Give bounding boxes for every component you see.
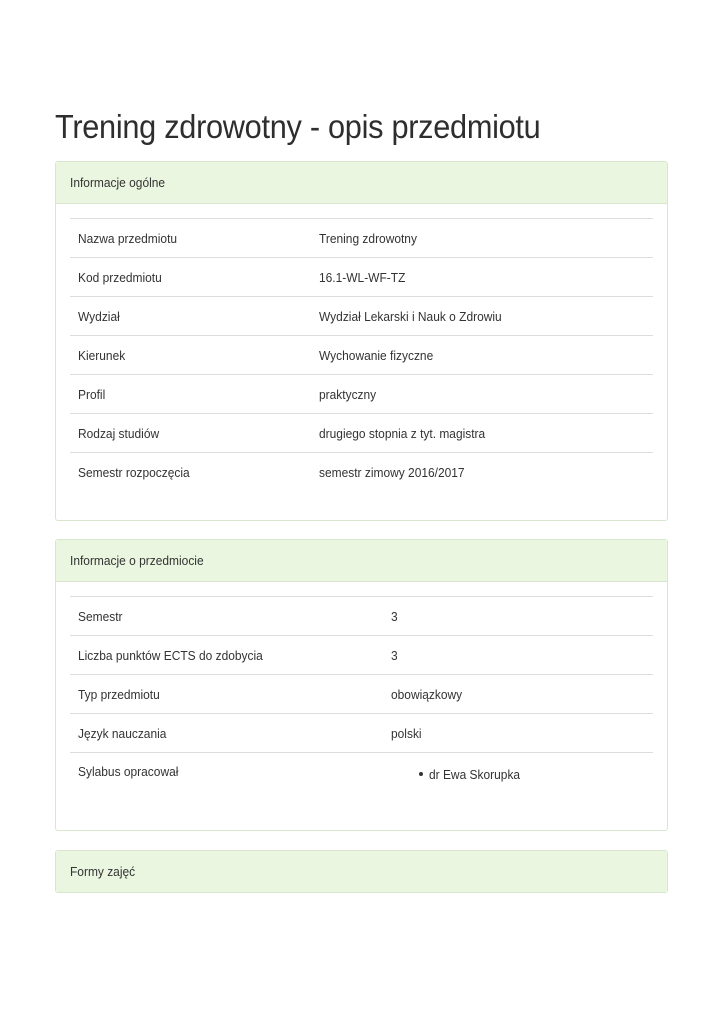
row-value: semestr zimowy 2016/2017 — [319, 464, 465, 480]
row-value: praktyczny — [319, 386, 377, 402]
row-value: drugiego stopnia z tyt. magistra — [319, 425, 486, 441]
forms-heading — [56, 851, 667, 892]
row-value: 3 — [391, 608, 398, 624]
row-label: Wydział — [78, 308, 120, 324]
row-label: Liczba punktów ECTS do zdobycia — [78, 647, 263, 663]
row-value: Trening zdrowotny — [319, 230, 417, 246]
syllabus-author-list — [391, 767, 645, 782]
forms-panel — [55, 850, 668, 893]
row-label: Język nauczania — [78, 725, 167, 741]
row-value: obowiązkowy — [391, 686, 463, 702]
table-row — [70, 714, 653, 753]
syllabus-author: dr Ewa Skorupka — [429, 767, 521, 782]
general-info-panel — [55, 161, 668, 521]
general-info-heading-text: Informacje ogólne — [70, 175, 166, 190]
table-row — [70, 297, 653, 336]
row-label: Kierunek — [78, 347, 126, 363]
row-value: Wydział Lekarski i Nauk o Zdrowiu — [319, 308, 502, 324]
list-item — [419, 767, 645, 782]
table-row — [70, 636, 653, 675]
row-label: Kod przedmiotu — [78, 269, 162, 285]
row-value: Wychowanie fizyczne — [319, 347, 434, 363]
subject-info-table — [70, 596, 653, 802]
general-info-table — [70, 218, 653, 491]
row-label: Semestr — [78, 608, 123, 624]
table-row — [70, 336, 653, 375]
row-value: 16.1-WL-WF-TZ — [319, 269, 406, 285]
general-info-heading — [56, 162, 667, 204]
row-value: 3 — [391, 647, 398, 663]
table-row — [70, 453, 653, 492]
subject-info-heading — [56, 540, 667, 582]
row-label: Rodzaj studiów — [78, 425, 160, 441]
table-row — [70, 219, 653, 258]
table-row — [70, 414, 653, 453]
table-row — [70, 753, 653, 803]
syllabus-label: Sylabus opracował — [78, 764, 179, 779]
subject-info-heading-text: Informacje o przedmiocie — [70, 553, 204, 568]
row-label: Nazwa przedmiotu — [78, 230, 178, 246]
forms-heading-text: Formy zajęć — [70, 864, 136, 879]
row-label: Semestr rozpoczęcia — [78, 464, 190, 480]
page-title: Trening zdrowotny - opis przedmiotu — [55, 108, 541, 145]
row-label: Typ przedmiotu — [78, 686, 160, 702]
table-row — [70, 597, 653, 636]
subject-info-panel — [55, 539, 668, 831]
table-row — [70, 258, 653, 297]
row-value: polski — [391, 725, 422, 741]
row-label: Profil — [78, 386, 106, 402]
table-row — [70, 375, 653, 414]
table-row — [70, 675, 653, 714]
